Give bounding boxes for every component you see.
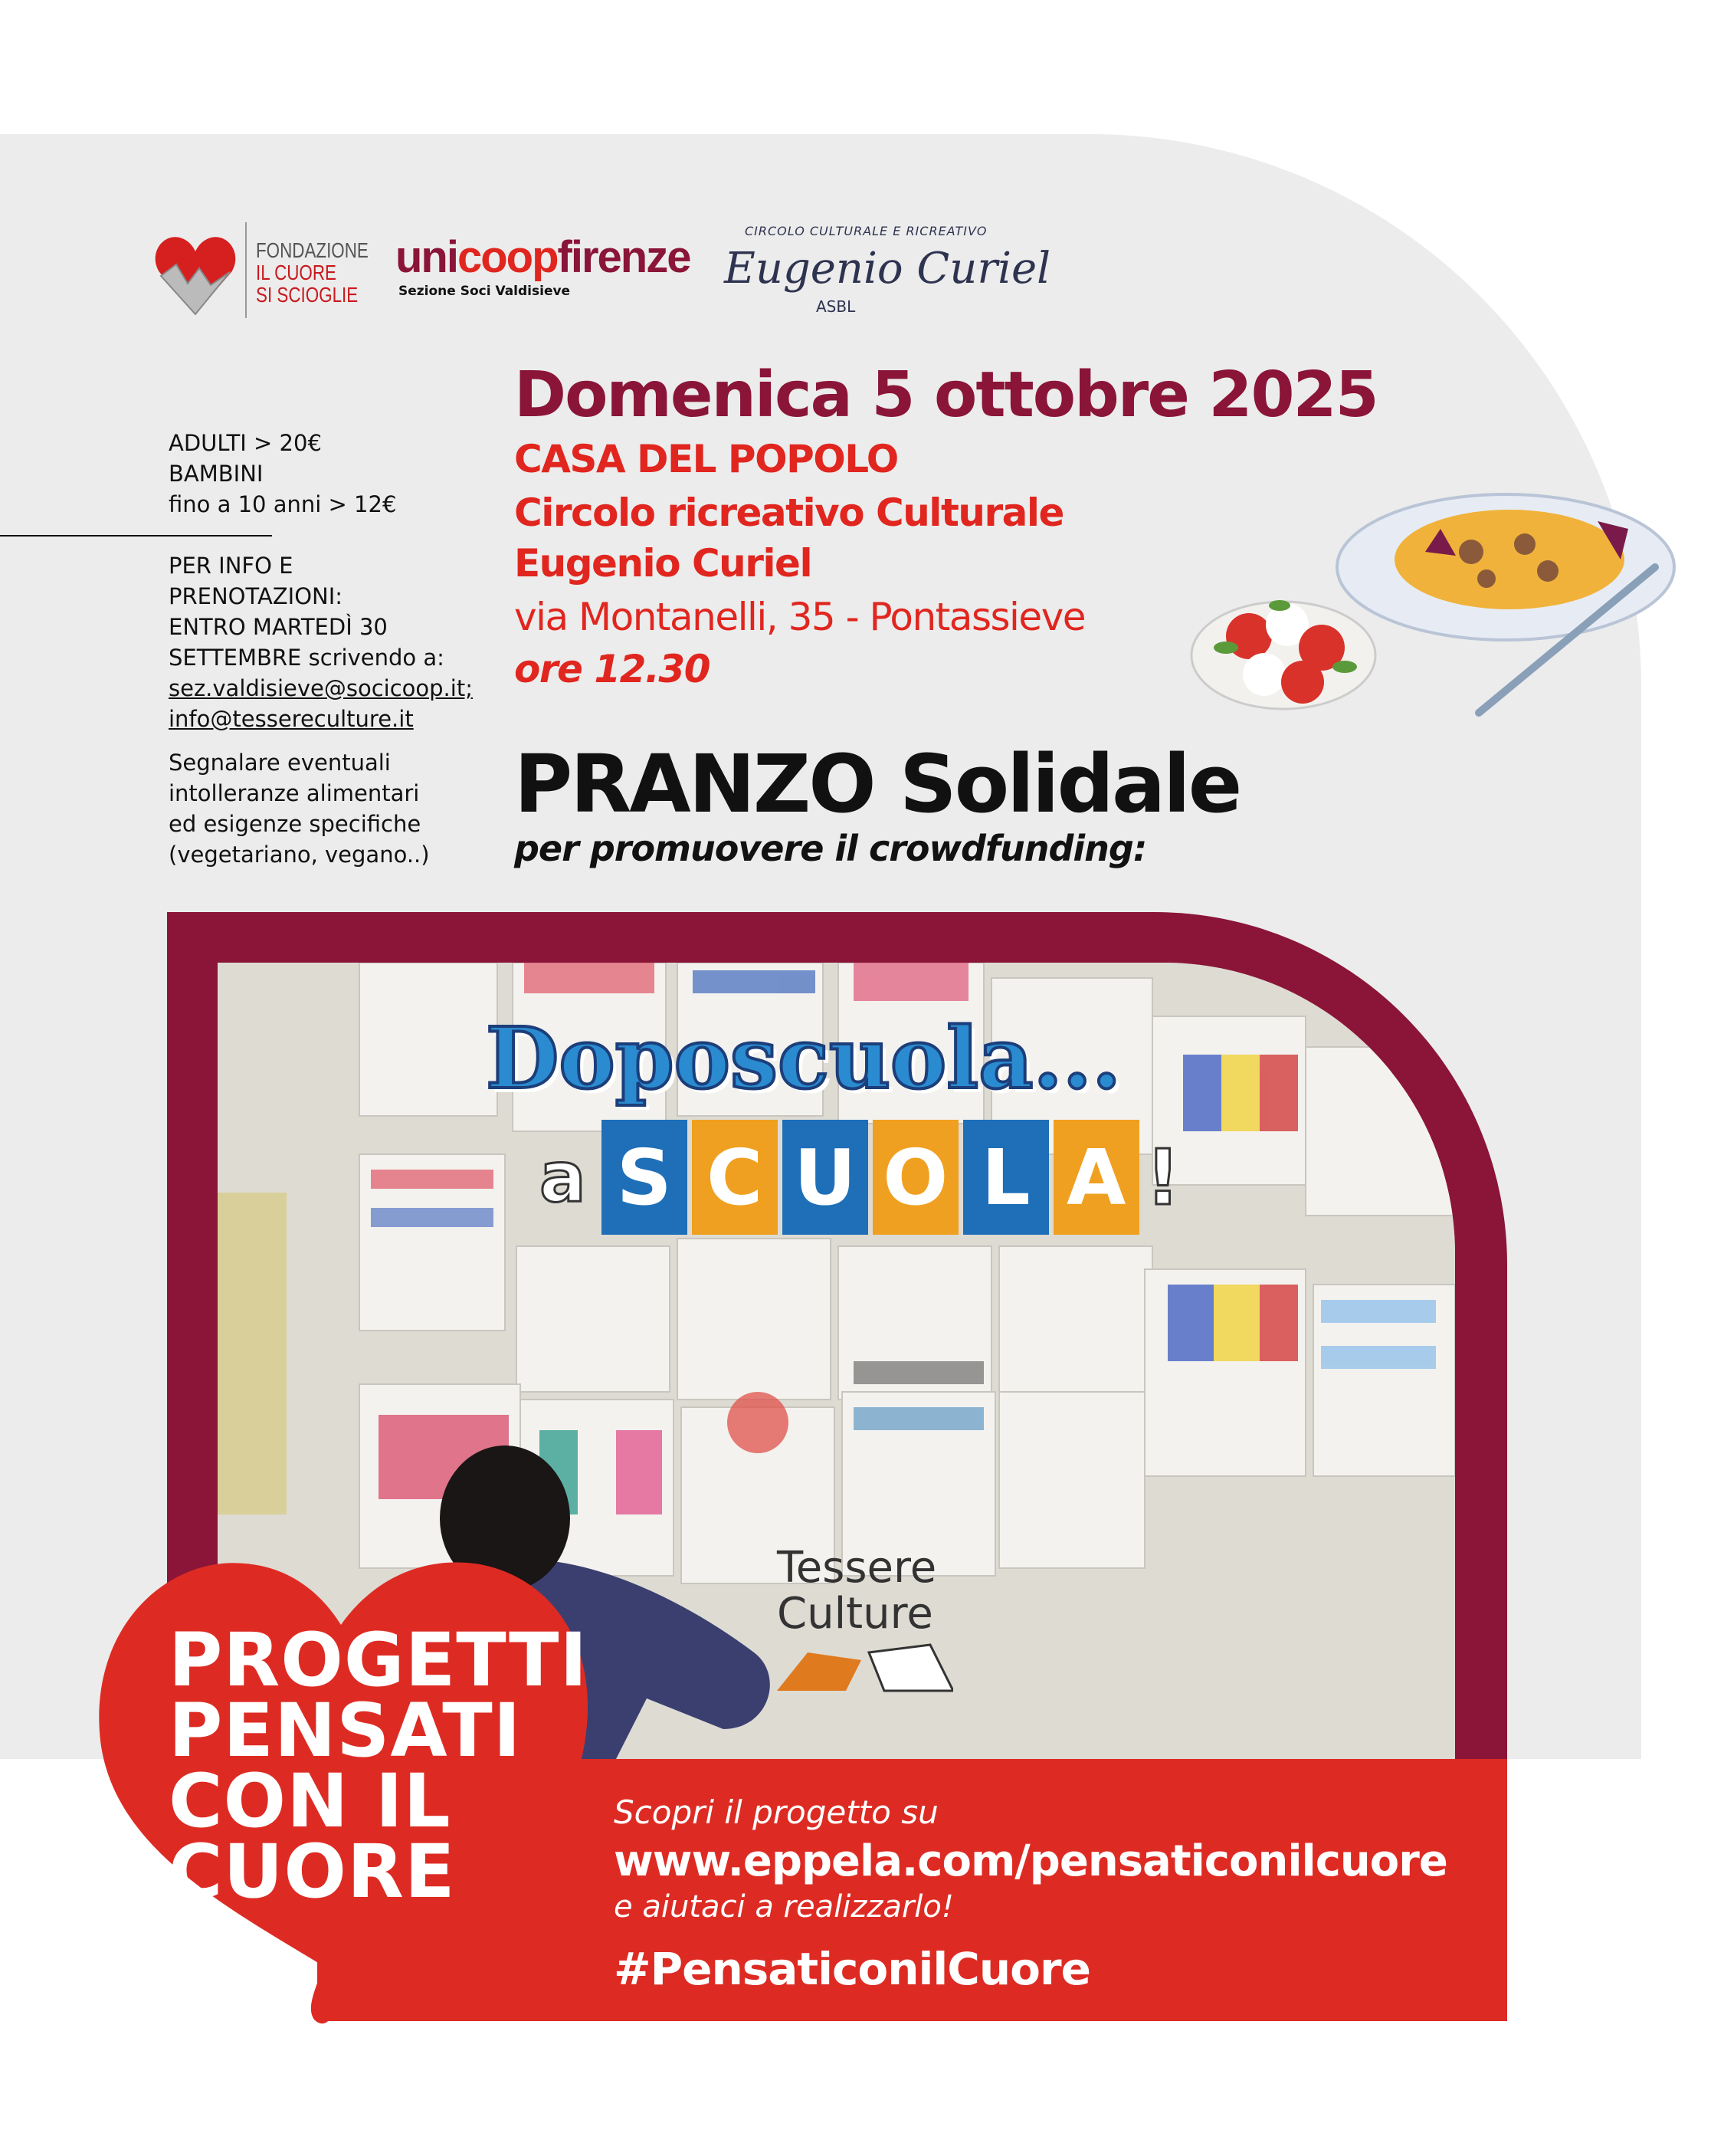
curiel-logo-top: CIRCOLO CULTURALE E RICREATIVO xyxy=(745,224,988,238)
curiel-logo-sub: ASBL xyxy=(816,297,856,316)
venue-address: via Montanelli, 35 - Pontassieve xyxy=(514,595,1086,639)
info-line: SETTEMBRE scrivendo a: xyxy=(169,645,444,671)
scuola-letter: U xyxy=(782,1120,868,1235)
scuola-letter: C xyxy=(692,1120,778,1235)
heart-line: PENSATI xyxy=(169,1688,522,1774)
prices xyxy=(169,428,396,520)
event-subtitle: per promuovere il crowdfunding: xyxy=(514,828,1147,869)
note-line: intolleranze alimentari xyxy=(169,780,420,806)
logo-divider xyxy=(245,222,247,318)
event-date: Domenica 5 ottobre 2025 xyxy=(514,359,1378,432)
email-link-tessereculture[interactable]: info@tessereculture.it xyxy=(169,706,414,732)
project-title-scuola xyxy=(539,1120,1182,1235)
note-line: Segnalare eventuali xyxy=(169,750,391,776)
hashtag: #PensaticonilCuore xyxy=(614,1943,1090,1995)
crowdfunding-url-link[interactable]: www.eppela.com/pensaticonilcuore xyxy=(614,1836,1447,1886)
heart-line: PROGETTI xyxy=(169,1617,588,1703)
scuola-letter: O xyxy=(873,1120,959,1235)
scuola-prefix: a xyxy=(539,1137,586,1218)
price-adults: ADULTI > 20€ xyxy=(169,430,322,456)
info-line: ENTRO MARTEDÌ 30 xyxy=(169,614,388,640)
discover-text: Scopri il progetto su xyxy=(614,1793,939,1831)
price-children: fino a 10 anni > 12€ xyxy=(169,491,397,517)
heart-badge-text xyxy=(169,1617,588,1915)
event-time: ore 12.30 xyxy=(514,647,710,691)
note-line: (vegetariano, vegano..) xyxy=(169,842,430,868)
scuola-letter: ! xyxy=(1145,1132,1181,1222)
price-children-label: BAMBINI xyxy=(169,461,264,487)
divider xyxy=(0,535,272,537)
info-line: PER INFO E xyxy=(169,553,293,579)
hands-logo-icon xyxy=(777,1637,953,1698)
email-link-socicoop[interactable]: sez.valdisieve@socicoop.it; xyxy=(169,675,473,701)
scuola-letter: A xyxy=(1054,1120,1139,1235)
scuola-letter: L xyxy=(963,1120,1049,1235)
venue-curiel: Eugenio Curiel xyxy=(514,541,812,586)
partner-line: Tessere xyxy=(777,1543,937,1593)
venue-circle: Circolo ricreativo Culturale xyxy=(514,491,1064,535)
event-title: PRANZO Solidale xyxy=(514,737,1241,831)
project-title: Doposcuola... xyxy=(486,1009,1122,1108)
heart-line: CON IL xyxy=(169,1758,451,1844)
venue-name: CASA DEL POPOLO xyxy=(514,437,898,481)
info-block xyxy=(169,550,473,734)
heart-logo-icon xyxy=(153,230,238,322)
heart-line: CUORE xyxy=(169,1829,456,1915)
fondazione-logo-text: FONDAZIONE IL CUORE SI SCIOGLIE xyxy=(256,238,369,307)
tessere-culture-logo xyxy=(777,1545,953,1708)
note-line: ed esigenze specifiche xyxy=(169,811,421,837)
unicoop-logo: unicoopfirenze xyxy=(395,232,690,282)
help-text: e aiutaci a realizzarlo! xyxy=(614,1889,954,1925)
curiel-logo-name: Eugenio Curiel xyxy=(724,244,1051,294)
notes-block xyxy=(169,747,430,870)
partner-line: Culture xyxy=(777,1589,933,1639)
scuola-letter: S xyxy=(601,1120,687,1235)
unicoop-section: Sezione Soci Valdisieve xyxy=(398,284,571,299)
info-line: PRENOTAZIONI: xyxy=(169,583,343,609)
food-illustration-icon xyxy=(1180,483,1686,728)
